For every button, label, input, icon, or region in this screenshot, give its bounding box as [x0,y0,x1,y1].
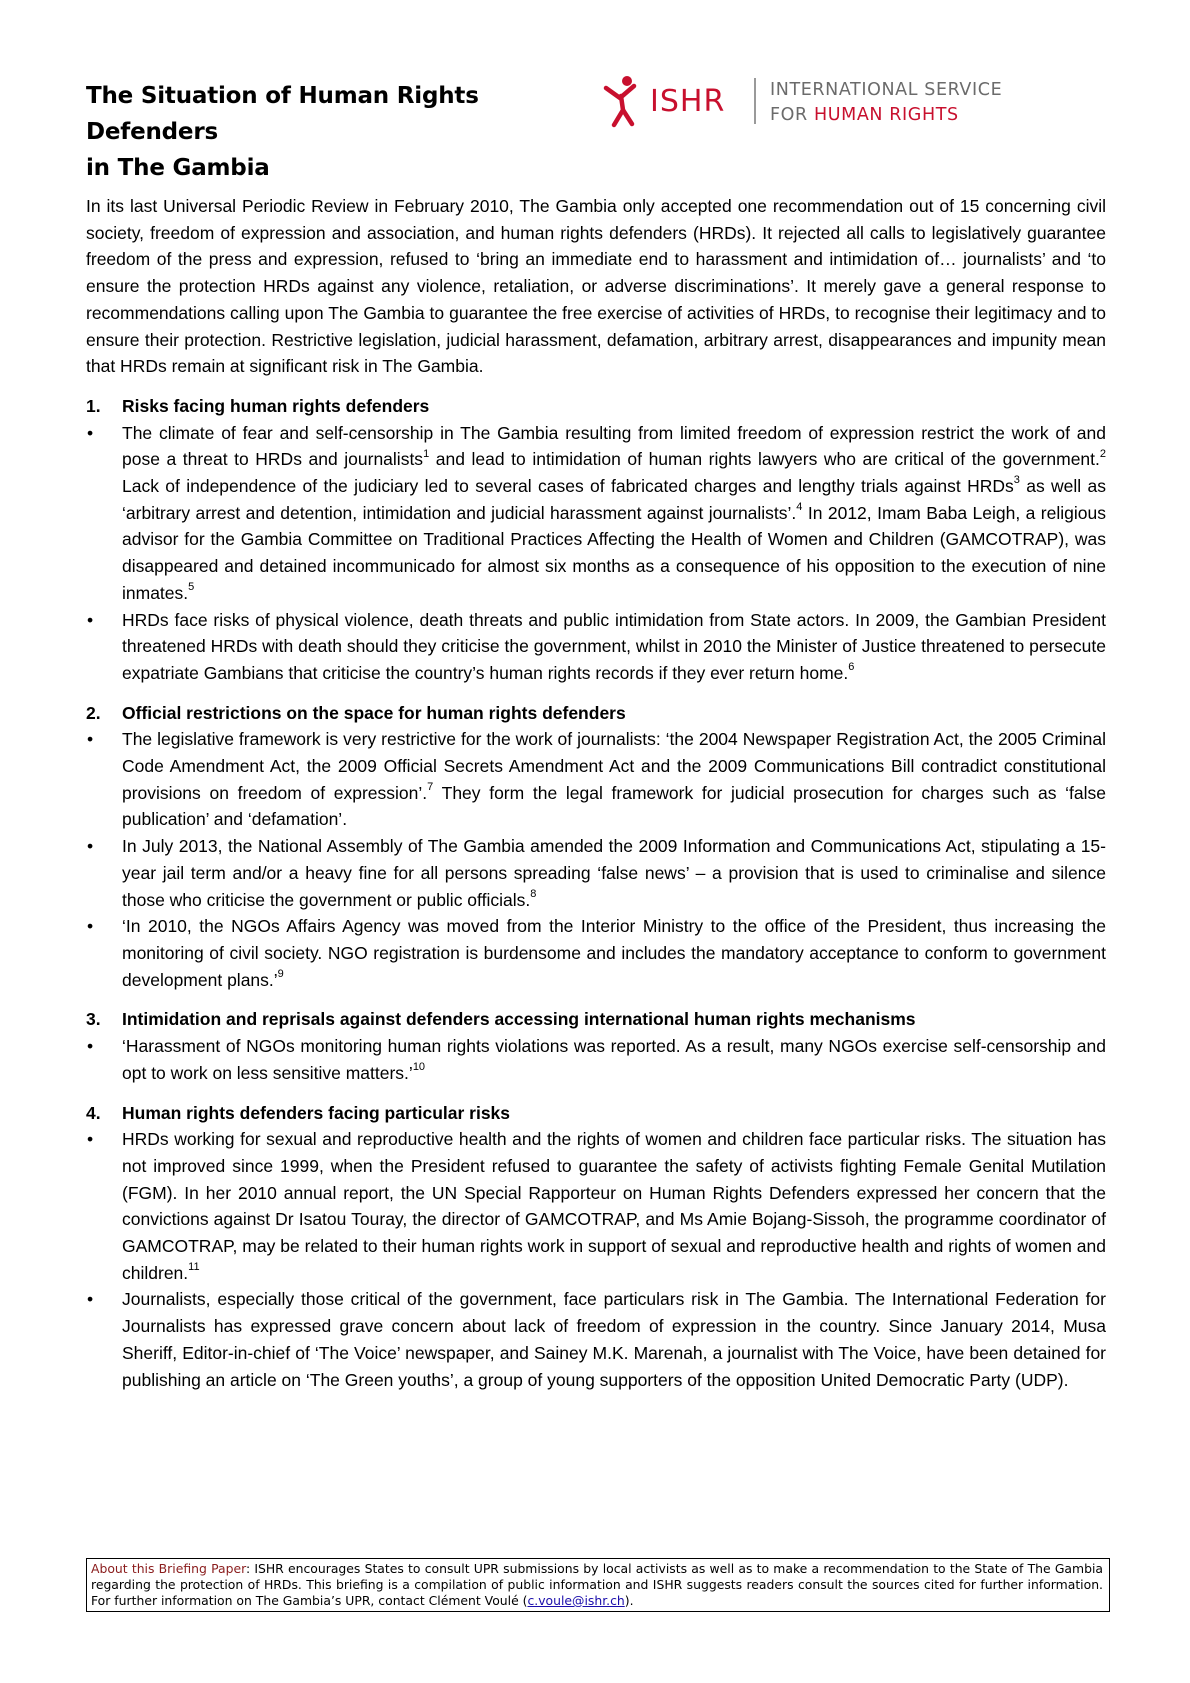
section-title: Human rights defenders facing particular risks [122,1102,511,1123]
bullet-list [86,1033,1106,1086]
item-text: as well as ‘arbitrary arrest and detention, intimidation and judicial harassment against journalists’. [122,476,1107,523]
bullet-marker: • [87,916,94,937]
section-3 [86,1006,1106,1086]
footnote-ref: 5 [188,581,195,594]
title-line-2: in The Gambia [86,155,270,181]
bullet-marker: • [87,836,94,857]
bullet-list [86,420,1106,687]
logo-line-2-red: HUMAN RIGHTS [813,105,959,125]
section-title: Risks facing human rights defenders [122,395,430,416]
footnote-ref: 1 [423,447,430,460]
document-body [86,193,1106,1393]
footer-end: ). [624,1593,634,1608]
item-text: The climate of fear and self-censorship in The Gambia resulting from limited freedom of expression restrict the work of and pose a threat to HRDs and journalists [122,422,1106,470]
bullet-marker: • [87,609,94,630]
logo-line-2-prefix: FOR [770,105,814,125]
item-text: Lack of independence of the judiciary led to several cases of fabricated charges and lengthy trials against HRDs [122,476,1014,497]
footnote-ref: 4 [796,500,803,513]
list-item [86,1286,1106,1393]
section-number: 3. [86,1009,101,1030]
bullet-list [86,1126,1106,1393]
section-number: 1. [86,395,101,416]
bullet-marker: • [87,1129,94,1150]
logo-abbr: ISHR [650,84,726,119]
footnote-ref: 3 [1013,474,1020,487]
briefing-paper-note [86,1558,1110,1612]
section-heading [86,700,1106,727]
section-heading [86,393,1106,420]
ishr-figure-icon [600,74,644,128]
item-text: and lead to intimidation of human rights lawyers who are critical of the government. [429,449,1100,470]
ishr-logo [600,72,1020,132]
bullet-marker: • [87,422,94,443]
list-item [86,833,1106,913]
footnote-ref: 10 [412,1060,426,1073]
intro-paragraph: In its last Universal Periodic Review in February 2010, The Gambia only accepted one recommendation out of 15 concerning civil society, freedom of expression and association, and human rights defenders (HRDs). It rejected all calls to legislatively guarantee freedom of the press and expression, refused to ‘bring an immediate end to harassment and intimidation of… journalists’ and ‘to ensure the protection HRDs against any violence, retaliation, or adverse discriminations’. It merely gave a general response to recommendations calling upon The Gambia to guarantee the free exercise of activities of HRDs, to recognise their legitimacy and to ensure their protection. Restrictive legislation, judicial harassment, defamation, arbitrary arrest, disappearances and impunity mean that HRDs remain at significant risk in The Gambia. [86,196,1106,377]
item-text: Journalists, especially those critical of the government, face particulars risk in The Gambia. The International Federation for Journalists has expressed grave concern about lack of freedom of expression in the country. Since January 2014, Musa Sheriff, Editor-in-chief of ‘The Voice’ newspaper, and Sainey M.K. Marenah, a journalist with The Voice, have been detained for publishing an article on ‘The Green youths’, a group of young supporters of the opposition United Democratic Party (UDP). [122,1289,1106,1390]
logo-divider [754,78,756,124]
contact-email-link[interactable]: c.voule@ishr.ch [527,1593,625,1608]
section-title: Official restrictions on the space for human rights defenders [122,702,626,723]
footnote-ref: 9 [277,967,284,980]
footer-label: About this Briefing Paper [91,1561,246,1576]
list-item [86,1033,1106,1086]
footnote-ref: 11 [188,1260,200,1273]
footer-text: : ISHR encourages States to consult UPR submissions by local activists as well as to make a recommendation to the State of The Gambia regarding the protection of HRDs. This briefing is a compilation of public information and ISHR suggests readers consult the sources cited for further information. For further information on The Gambia’s UPR, contact Clément Voulé ( [91,1561,1103,1608]
bullet-marker: • [87,1036,94,1057]
bullet-marker: • [87,1289,94,1310]
section-heading [86,1100,1106,1127]
section-1 [86,393,1106,687]
item-text: HRDs working for sexual and reproductive health and the rights of women and children face particular risks. The situation has not improved since 1999, when the President refused to guarantee the safety of activists fighting Female Genital Mutilation (FGM). In her 2010 annual report, the UN Special Rapporteur on Human Rights Defenders expressed her concern that the convictions against Dr Isatou Touray, the director of GAMCOTRAP, and Ms Amie Bojang-Sissoh, the programme coordinator of GAMCOTRAP, may be related to their human rights work in support of sexual and reproductive health and rights of women and children. [122,1129,1106,1283]
footnote-ref: 6 [848,661,855,674]
list-item [86,913,1106,993]
item-text: The legislative framework is very restrictive for the work of journalists: ‘the 2004 Newspaper Registration Act, the 2005 Criminal Code Amendment Act, the 2009 Official Secrets Amendment Act and the 2009 Communications Bill contradict constitutional provisions on freedom of expression’. [122,729,1106,803]
footnote-ref: 7 [427,780,434,793]
list-item [86,726,1106,833]
list-item [86,607,1106,687]
logo-line-2 [770,105,959,125]
list-item [86,420,1106,607]
item-text: They form the legal framework for judicial prosecution for charges such as ‘false publication’ and ‘defamation’. [122,782,1107,830]
section-title: Intimidation and reprisals against defenders accessing international human rights mechanisms [122,1009,916,1030]
footnote-ref: 2 [1099,447,1107,460]
item-text: HRDs face risks of physical violence, death threats and public intimidation from State actors. In 2009, the Gambian President threatened HRDs with death should they criticise the government, whilst in 2010 the Minister of Justice threatened to persecute expatriate Gambians that criticise the country’s human rights records if they ever return home. [122,609,1106,683]
list-item [86,1126,1106,1286]
bullet-marker: • [87,729,94,750]
footnote-ref: 8 [530,887,537,900]
logo-line-1: INTERNATIONAL SERVICE [770,80,1003,100]
item-text: In 2012, Imam Baba Leigh, a religious advisor for the Gambia Committee on Traditional Practices Affecting the Health of Women and Children (GAMCOTRAP), was disappeared and detained incommunicado for almost six months as a consequence of his opposition to the execution of nine inmates. [122,502,1106,603]
title-line-1: The Situation of Human Rights Defenders [86,83,479,145]
document-title [86,78,606,186]
section-4 [86,1100,1106,1394]
item-text: In July 2013, the National Assembly of The Gambia amended the 2009 Information and Communications Act, stipulating a 15-year jail term and/or a heavy fine for all persons spreading ‘false news’ – a provision that is used to criminalise and silence those who criticise the government or public officials. [122,836,1106,910]
bullet-list [86,726,1106,993]
section-heading [86,1006,1106,1033]
item-text: ‘In 2010, the NGOs Affairs Agency was moved from the Interior Ministry to the office of the President, thus increasing the monitoring of civil society. NGO registration is burdensome and includes the mandatory acceptance to conform to government development plans.’ [122,916,1106,990]
item-text: ‘Harassment of NGOs monitoring human rights violations was reported. As a result, many NGOs exercise self-censorship and opt to work on less sensitive matters.’ [122,1036,1106,1083]
section-number: 4. [86,1102,101,1123]
section-number: 2. [86,702,101,723]
section-2 [86,700,1106,994]
